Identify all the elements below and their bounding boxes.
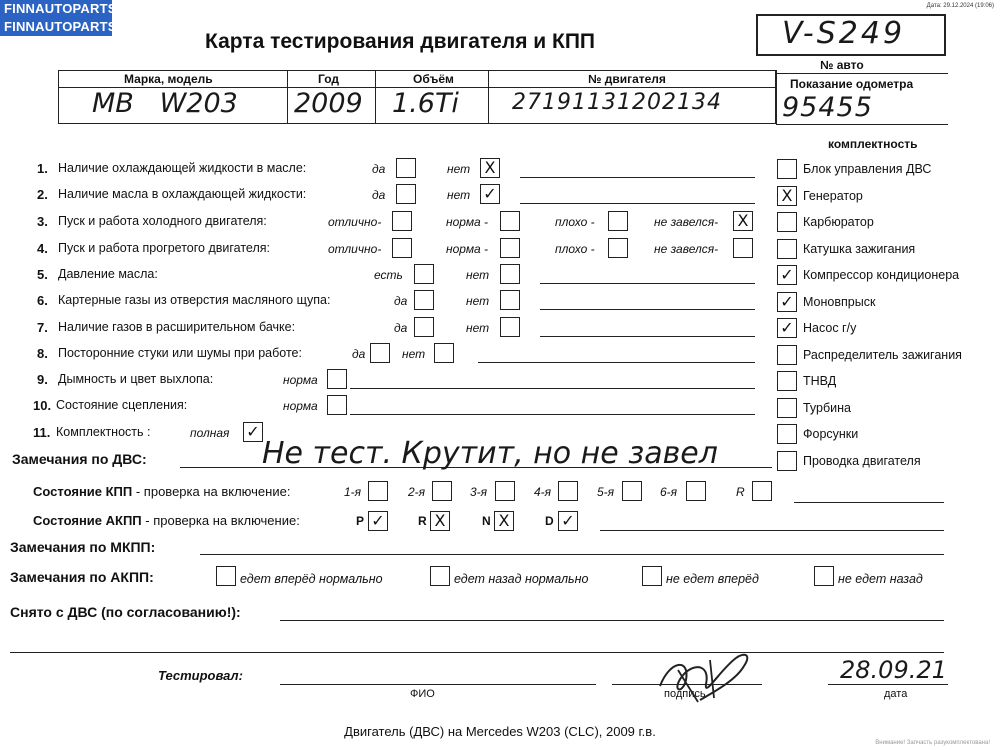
question-q4-text: Пуск и работа прогретого двигателя: (58, 241, 270, 255)
complect-label-11: Проводка двигателя (803, 453, 921, 468)
odometer-label: Показание одометра (790, 77, 914, 91)
question-q2-opt1-checkbox[interactable] (396, 184, 416, 204)
complect-checkbox-3[interactable] (777, 239, 797, 259)
complect-checkbox-1[interactable] (777, 186, 797, 206)
question-q1-opt2-label: нет (447, 162, 471, 176)
akpp-suffix: - проверка на включение: (141, 513, 300, 528)
complect-checkbox-11[interactable] (777, 451, 797, 471)
question-q7-opt2-checkbox[interactable] (500, 317, 520, 337)
question-q10-num: 10. (33, 398, 52, 413)
akpp-mode-checkbox-1-mark: X (434, 511, 446, 530)
question-q7-opt2-label: нет (466, 321, 490, 335)
akpp-remark-option-2-label: не едет вперёд (666, 572, 759, 586)
signature (640, 640, 760, 706)
question-q4-opt4-checkbox[interactable] (733, 238, 753, 258)
kpp-gear-label-0: 1-я (344, 485, 362, 499)
question-q4-opt2-label: норма - (446, 242, 489, 256)
sign-label: подпись (664, 688, 706, 700)
complect-label-8: ТНВД (803, 374, 837, 388)
question-q8-opt2-checkbox[interactable] (434, 343, 454, 363)
question-q9-opt1-checkbox[interactable] (327, 369, 347, 389)
complect-checkbox-2-mark (778, 213, 796, 231)
question-q4-opt3-checkbox[interactable] (608, 238, 628, 258)
question-q10-opt1-checkbox[interactable] (327, 395, 347, 415)
kpp-gear-label-3: 4-я (534, 485, 552, 499)
odometer-value: 95455 (782, 92, 873, 123)
question-q5-num: 5. (37, 267, 48, 282)
akpp-remark-option-3-label: не едет назад (838, 572, 923, 586)
model-value: MB W203 (92, 88, 238, 119)
complect-checkbox-10[interactable] (777, 424, 797, 444)
removed-label: Снято с ДВС (по согласованию!): (10, 604, 241, 620)
question-q6-opt2-label: нет (466, 294, 490, 308)
complect-title: комплектность (828, 137, 918, 151)
complect-label-7: Распределитель зажигания (803, 347, 962, 362)
complect-checkbox-1-mark: X (781, 185, 793, 205)
complect-checkbox-7[interactable] (777, 345, 797, 365)
complect-checkbox-4[interactable] (777, 265, 797, 285)
col-engine-header: № двигателя (588, 72, 666, 86)
question-q11-opt1-label: полная (190, 426, 230, 440)
kpp-gear-checkbox-2[interactable] (495, 481, 515, 501)
question-q1-num: 1. (37, 161, 48, 176)
akpp-remark-option-2-checkbox[interactable] (642, 566, 662, 586)
akpp-mode-checkbox-2[interactable] (494, 511, 514, 531)
dvs-remarks-label: Замечания по ДВС: (12, 451, 147, 467)
fio-label: ФИО (410, 688, 435, 700)
question-q4-opt2-checkbox[interactable] (500, 238, 520, 258)
complect-checkbox-6-mark: ✓ (780, 318, 794, 337)
question-q3-opt3-label: плохо - (555, 215, 595, 229)
complect-label-5: Моновпрыск (803, 294, 876, 309)
kpp-gear-checkbox-3[interactable] (558, 481, 578, 501)
question-q8-text: Посторонние стуки или шумы при работе: (58, 346, 302, 360)
question-q6-num: 6. (37, 293, 48, 308)
complect-checkbox-0[interactable] (777, 159, 797, 179)
complect-checkbox-5[interactable] (777, 292, 797, 312)
akpp-mode-label-3: D (545, 514, 554, 528)
question-q11-opt1-checkbox[interactable] (243, 422, 263, 442)
question-q2-opt1-label: да (372, 188, 386, 202)
question-q8-opt1-label: да (352, 347, 366, 361)
question-q5-opt1-checkbox[interactable] (414, 264, 434, 284)
kpp-gear-checkbox-6-mark (753, 482, 771, 500)
question-q3-opt3-checkbox[interactable] (608, 211, 628, 231)
question-q9-opt1-label: норма (283, 373, 318, 387)
question-q4-opt3-label: плохо - (555, 242, 595, 256)
logo-bottom: FINNAUTOPARTS (0, 18, 112, 36)
question-q7-num: 7. (37, 320, 48, 335)
akpp-remark-option-1-label: едет назад нормально (454, 572, 589, 586)
question-q3-opt4-checkbox[interactable] (733, 211, 753, 231)
complect-checkbox-8-mark (778, 372, 796, 390)
question-q1-opt1-label: да (372, 162, 386, 176)
question-q5-opt1-label: есть (374, 268, 403, 282)
question-q8-num: 8. (37, 346, 48, 361)
akpp-mode-checkbox-0[interactable] (368, 511, 388, 531)
complect-checkbox-9[interactable] (777, 398, 797, 418)
question-q1-text: Наличие охлаждающей жидкости в масле: (58, 161, 307, 175)
question-q3-opt4-label: не завелся- (654, 215, 719, 229)
complect-checkbox-2[interactable] (777, 212, 797, 232)
kpp-gear-checkbox-0-mark (369, 482, 387, 500)
dvs-remarks-text: Не тест. Крутит, но не завел (262, 436, 718, 471)
complect-checkbox-5-mark: ✓ (780, 291, 794, 311)
kpp-gear-checkbox-1-mark (433, 482, 451, 500)
question-q4-opt4-label: не завелся- (654, 242, 719, 256)
complect-checkbox-11-mark (778, 452, 796, 470)
kpp-gear-checkbox-5-mark (687, 482, 705, 500)
caption: Двигатель (ДВС) на Mercedes W203 (CLC), 2009 г.в. (344, 724, 656, 739)
question-q2-opt2-label: нет (447, 188, 471, 202)
question-q2-opt2-checkbox-mark: ✓ (483, 184, 497, 203)
question-q6-opt2-checkbox[interactable] (500, 290, 520, 310)
complect-checkbox-4-mark: ✓ (780, 265, 794, 284)
question-q4-opt1-label: отлично- (328, 242, 382, 256)
complect-checkbox-3-mark (778, 240, 796, 258)
kpp-label-text: Состояние КПП (33, 484, 133, 499)
car-id-box (756, 14, 946, 56)
complect-label-3: Катушка зажигания (803, 241, 916, 256)
volume-value: 1.6Ti (392, 88, 459, 119)
question-q3-opt2-label: норма - (446, 215, 489, 229)
question-q3-opt4-checkbox-mark: X (737, 211, 749, 230)
question-q10-opt1-label: норма (283, 399, 318, 413)
question-q6-opt1-checkbox[interactable] (414, 290, 434, 310)
year-value: 2009 (294, 88, 363, 119)
question-q11-opt1-checkbox-mark: ✓ (246, 422, 260, 441)
question-q11-num: 11. (33, 425, 51, 440)
akpp-mode-checkbox-2-mark: X (498, 511, 510, 530)
question-q7-opt1-checkbox[interactable] (414, 317, 434, 337)
question-q8-opt1-checkbox[interactable] (370, 343, 390, 363)
akpp-remark-option-0-label: едет вперёд нормально (240, 572, 383, 586)
kpp-gear-checkbox-3-mark (559, 482, 577, 500)
question-q3-opt1-label: отлично- (328, 215, 382, 229)
complect-label-4: Компрессор кондиционера (803, 268, 960, 282)
col-year-header: Год (318, 72, 339, 86)
engine-number-value: 27191131202134 (512, 90, 722, 115)
question-q4-opt1-checkbox[interactable] (392, 238, 412, 258)
question-q9-text: Дымность и цвет выхлопа: (58, 372, 214, 386)
akpp-mode-checkbox-3-mark: ✓ (561, 511, 575, 530)
car-id-value: V-S249 (782, 16, 906, 51)
kpp-gear-checkbox-4[interactable] (622, 481, 642, 501)
kpp-gear-label-2: 3-я (470, 485, 488, 499)
kpp-gear-checkbox-4-mark (623, 482, 641, 500)
complect-label-2: Карбюратор (803, 215, 874, 229)
question-q10-text: Состояние сцепления: (56, 398, 188, 412)
kpp-gear-label-4: 5-я (597, 485, 615, 499)
akpp-remark-option-0-checkbox[interactable] (216, 566, 236, 586)
question-q3-opt2-checkbox[interactable] (500, 211, 520, 231)
question-q2-opt2-checkbox[interactable] (480, 184, 500, 204)
kpp-gear-checkbox-2-mark (496, 482, 514, 500)
page-title: Карта тестирования двигателя и КПП (205, 30, 596, 53)
question-q2-text: Наличие масла в охлаждающей жидкости: (58, 187, 307, 201)
complect-label-1: Генератор (803, 188, 863, 203)
kpp-gear-checkbox-1[interactable] (432, 481, 452, 501)
mkpp-remarks-label: Замечания по МКПП: (10, 539, 156, 555)
no-avto-label: № авто (820, 58, 864, 72)
complect-label-9: Турбина (803, 400, 851, 415)
complect-checkbox-0-mark (778, 160, 796, 178)
kpp-gear-label-1: 2-я (408, 485, 426, 499)
logo-top: FINNAUTOPARTS (0, 0, 112, 18)
question-q11-text: Комплектность : (56, 425, 151, 439)
complect-checkbox-9-mark (778, 399, 796, 417)
question-q5-opt2-checkbox[interactable] (500, 264, 520, 284)
question-q2-num: 2. (37, 187, 48, 202)
kpp-suffix: - проверка на включение: (132, 484, 291, 499)
question-q8-opt2-label: нет (402, 347, 426, 361)
akpp-remark-option-1-checkbox[interactable] (430, 566, 450, 586)
test-date-value: 28.09.21 (840, 656, 947, 684)
akpp-label (33, 513, 300, 528)
question-q1-opt2-checkbox-mark: X (484, 158, 496, 177)
complect-checkbox-7-mark (778, 346, 796, 364)
tested-label: Тестировал: (158, 668, 243, 683)
kpp-label (33, 484, 290, 499)
question-q3-opt1-checkbox[interactable] (392, 211, 412, 231)
complect-label-10: Форсунки (803, 427, 859, 441)
akpp-mode-checkbox-0-mark: ✓ (371, 511, 385, 530)
question-q1-opt2-checkbox[interactable] (480, 158, 500, 178)
question-q5-opt2-label: нет (466, 268, 490, 282)
complect-checkbox-10-mark (778, 425, 796, 443)
akpp-label-text: Состояние АКПП (33, 513, 142, 528)
watermark: Внимание! Запчасть разукомплектована! (875, 740, 990, 746)
question-q6-text: Картерные газы из отверстия масляного щупа: (58, 293, 331, 307)
akpp-remark-option-3-checkbox[interactable] (814, 566, 834, 586)
question-q7-text: Наличие газов в расширительном бачке: (58, 320, 296, 334)
col-model-header: Марка, модель (124, 72, 213, 86)
question-q7-opt1-label: да (394, 321, 408, 335)
question-q4-num: 4. (37, 241, 48, 256)
akpp-remarks-label: Замечания по АКПП: (10, 569, 154, 585)
date-stamp: Дата: 29.12.2024 (19:06) (926, 3, 994, 9)
question-q5-text: Давление масла: (58, 267, 158, 281)
akpp-mode-checkbox-3[interactable] (558, 511, 578, 531)
kpp-gear-checkbox-5[interactable] (686, 481, 706, 501)
question-q1-opt1-checkbox[interactable] (396, 158, 416, 178)
complect-label-0: Блок управления ДВС (803, 162, 932, 176)
akpp-mode-label-1: R (418, 514, 427, 528)
akpp-mode-label-2: N (482, 514, 491, 528)
akpp-mode-checkbox-1[interactable] (430, 511, 450, 531)
kpp-gear-checkbox-6[interactable] (752, 481, 772, 501)
kpp-gear-label-5: 6-я (660, 485, 678, 499)
col-volume-header: Объём (413, 72, 454, 86)
akpp-mode-label-0: P (356, 514, 365, 528)
kpp-gear-label-6: R (736, 485, 745, 499)
question-q3-text: Пуск и работа холодного двигателя: (58, 214, 267, 228)
date-label: дата (884, 688, 908, 700)
complect-checkbox-8[interactable] (777, 371, 797, 391)
question-q6-opt1-label: да (394, 294, 408, 308)
kpp-gear-checkbox-0[interactable] (368, 481, 388, 501)
complect-checkbox-6[interactable] (777, 318, 797, 338)
question-q3-num: 3. (37, 214, 48, 229)
question-q9-num: 9. (37, 372, 48, 387)
complect-label-6: Насос г/у (803, 321, 857, 335)
